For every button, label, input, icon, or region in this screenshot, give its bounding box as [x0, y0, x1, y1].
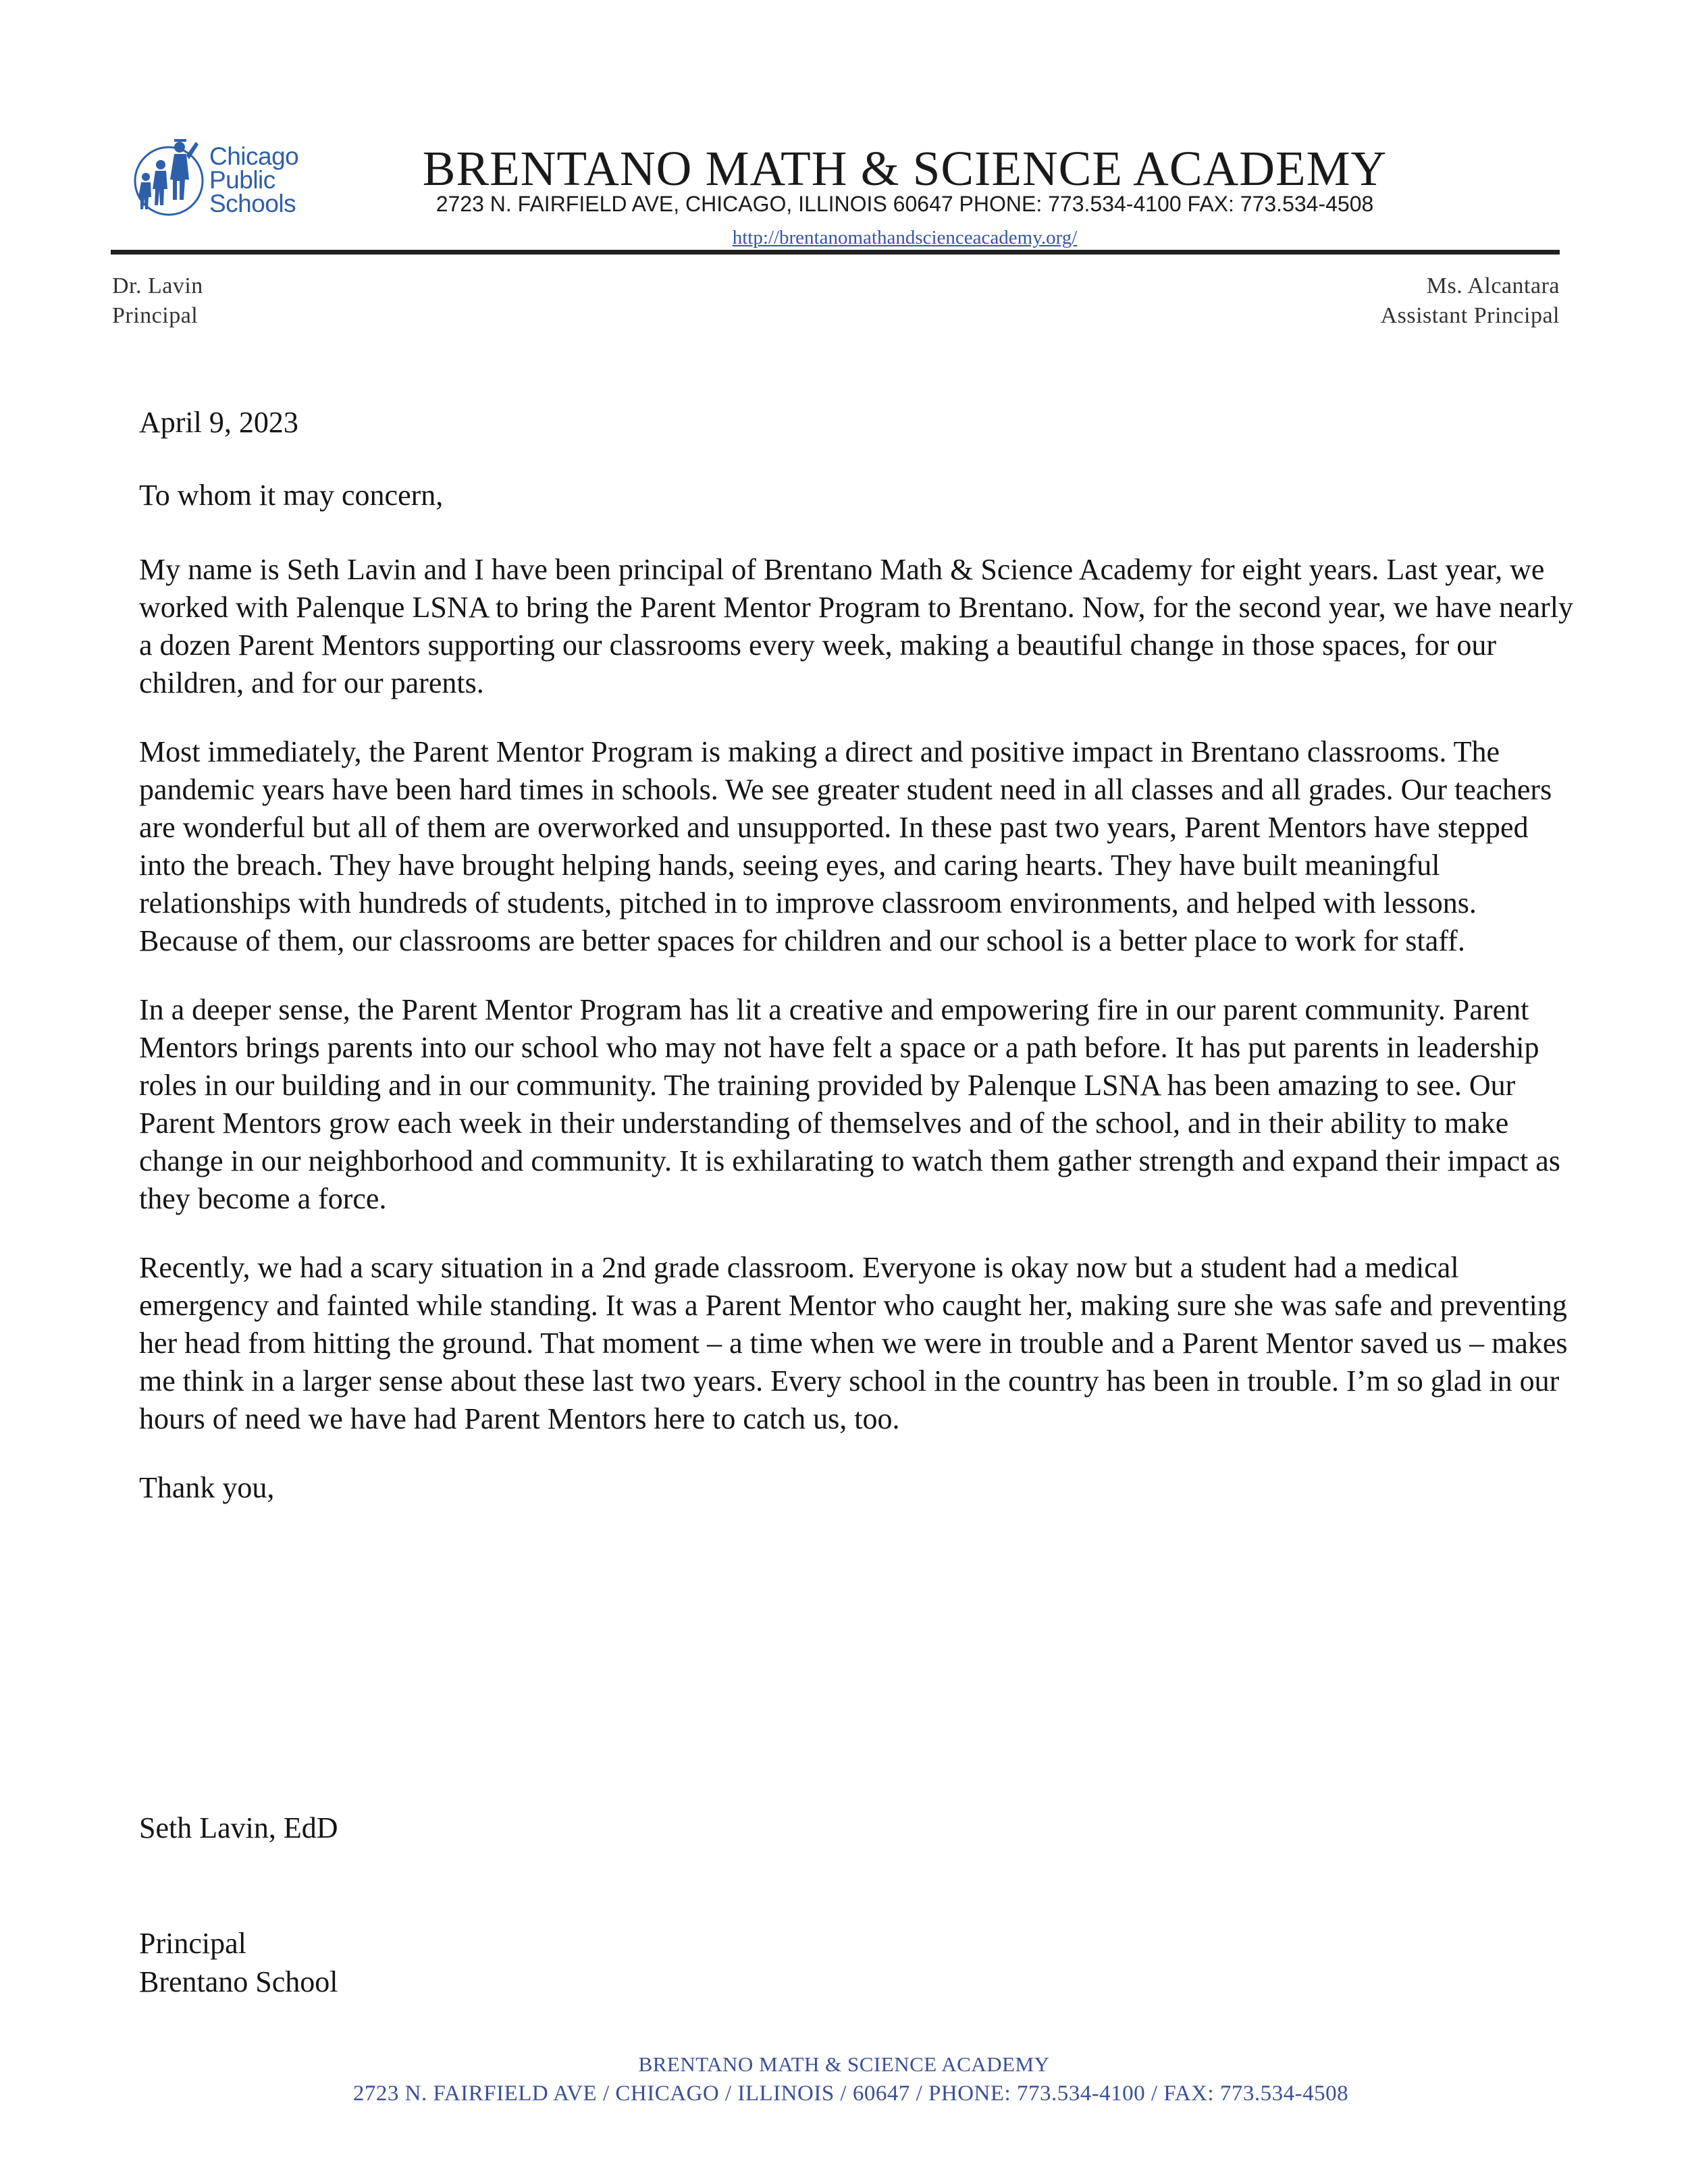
letterhead-address: 2723 N. FAIRFIELD AVE, CHICAGO, ILLINOIS 60647 PHONE: 773.534-4100 FAX: 773.534-4508: [436, 192, 1374, 216]
footer-school-name: BRENTANO MATH & SCIENCE ACADEMY: [638, 2052, 1050, 2076]
logo-line-chicago: Chicago: [209, 142, 299, 170]
signer-organization: Brentano School: [139, 1965, 338, 1998]
letter-date: April 9, 2023: [139, 406, 298, 439]
letter-greeting: To whom it may concern,: [139, 479, 444, 512]
letter-paragraph: Recently, we had a scary situation in a 2nd grade classroom. Everyone is okay now but a student had a medical emergency and fainted while standing. It was a Parent Mentor who caught her, making sure she was safe and preventing her head from hitting the ground. That moment – a time when we were in trouble and a Parent Mentor saved us – makes me think in a larger sense about these last two years. Every school in the country has been in trouble. I’m so glad in our hours of need we have had Parent Mentors here to catch us, too.: [139, 1251, 1568, 1435]
letter-paragraph: My name is Seth Lavin and I have been principal of Brentano Math & Science Academy for eight years. Last year, we worked with Palenque LSNA to bring the Parent Mentor Program to Brentano. Now, for the second year, we have nearly a dozen Parent Mentors supporting our classrooms every week, making a beautiful change in those spaces, for our children, and for our parents.: [139, 553, 1573, 699]
header-divider: [111, 250, 1560, 255]
footer-address: 2723 N. FAIRFIELD AVE / CHICAGO / ILLINOIS / 60647 / PHONE: 773.534-4100 / FAX: 773.534-4508: [352, 2081, 1349, 2106]
letter-closing: Thank you,: [139, 1471, 275, 1504]
school-website-link[interactable]: http://brentanomathandscienceacademy.org/: [732, 227, 1078, 248]
letter-body: [139, 404, 1577, 1507]
assistant-principal-block: [1381, 271, 1560, 331]
principal-name: Dr. Lavin: [112, 273, 203, 298]
signer-title: Principal: [139, 1927, 246, 1960]
school-name-heading: BRENTANO MATH & SCIENCE ACADEMY: [422, 141, 1388, 196]
family-figures-icon: [126, 132, 209, 220]
assistant-principal-title: Assistant Principal: [1380, 303, 1560, 328]
assistant-principal-name: Ms. Alcantara: [1426, 273, 1560, 298]
principal-block: [112, 271, 203, 331]
principal-title: Principal: [112, 303, 199, 328]
letter-paragraph: Most immediately, the Parent Mentor Program is making a direct and positive impact in Brentano classrooms. The pandemic years have been hard times in schools. We see greater student need in all classes and all grades. Our teachers are wonderful but all of them are overworked and unsupported. In these past two years, Parent Mentors have stepped into the breach. They have brought helping hands, seeing eyes, and caring hearts. They have built meaningful relationships with hundreds of students, pitched in to improve classroom environments, and helped with lessons. Because of them, our classrooms are better spaces for children and our school is a better place to work for staff.: [139, 735, 1552, 957]
logo-line-schools: Schools: [209, 190, 296, 217]
cps-logo: [126, 132, 328, 220]
signer-title-block: [139, 1924, 338, 2001]
letter-paragraph: In a deeper sense, the Parent Mentor Program has lit a creative and empowering fire in our parent community. Parent Mentors brings parents into our school who may not have felt a space or a path before. It has put parents in leadership roles in our building and in our community. The training provided by Palenque LSNA has been amazing to see. Our Parent Mentors grow each week in their understanding of themselves and of the school, and in their ability to make change in our neighborhood and community. It is exhilarating to watch them gather strength and expand their impact as they become a force.: [139, 993, 1560, 1215]
signature-name: Seth Lavin, EdD: [139, 1811, 338, 1844]
logo-line-public: Public: [209, 166, 275, 194]
